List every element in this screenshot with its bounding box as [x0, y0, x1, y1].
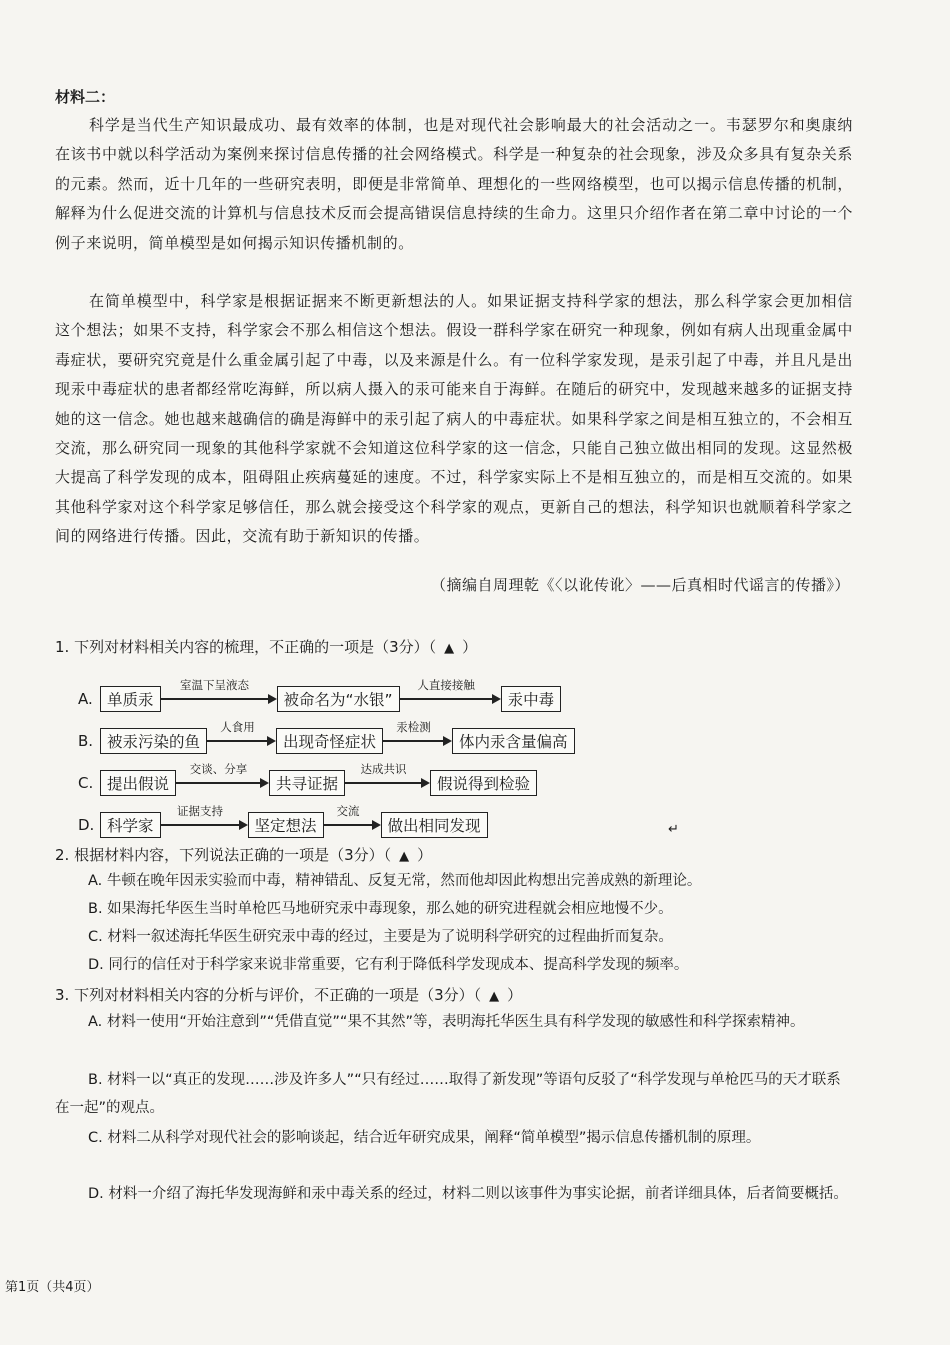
- option-letter: B.: [78, 732, 94, 750]
- flow-box: 被汞污染的鱼: [100, 728, 207, 754]
- flow-box: 单质汞: [100, 686, 161, 712]
- arrow-label: 达成共识: [360, 762, 407, 776]
- flow-arrow: [345, 762, 430, 788]
- flow-box: 体内汞含量偏高: [452, 728, 575, 754]
- flow-arrow: [161, 804, 248, 830]
- flow-box: 被命名为“水银”: [277, 686, 400, 712]
- flow-arrow: [324, 804, 381, 830]
- flow-box: 共寻证据: [269, 770, 345, 796]
- arrow-label: 证据支持: [177, 804, 224, 818]
- question-2-option-d: D. 同行的信任对于科学家来说非常重要，它有利于降低科学发现成本、提高科学发现的频率。: [88, 957, 689, 973]
- option-letter: A.: [78, 690, 93, 708]
- stem-close: ）: [507, 986, 523, 1004]
- answer-blank-triangle: ▲: [444, 641, 455, 656]
- arrow-label: 室温下呈液态: [180, 678, 250, 692]
- source-citation: （摘编自周理乾《〈以讹传讹〉——后真相时代谣言的传播》）: [430, 576, 850, 594]
- flow-arrow: [400, 678, 501, 704]
- question-3-stem: [55, 984, 522, 1005]
- flow-arrow: [207, 720, 276, 746]
- question-stem-text: 1. 下列对材料相关内容的梳理，不正确的一项是（3分）（: [55, 638, 437, 656]
- return-mark-icon: ↵: [668, 822, 679, 837]
- arrow-label: 汞检测: [396, 720, 431, 734]
- option-b-flow: [78, 720, 575, 754]
- answer-blank-triangle: ▲: [489, 989, 500, 1004]
- question-2-option-b: B. 如果海托华医生当时单枪匹马地研究汞中毒现象，那么她的研究进程就会相应地慢不少。: [88, 901, 673, 917]
- question-1-stem: [55, 636, 477, 657]
- flow-box: 坚定想法: [248, 812, 324, 838]
- arrow-label: 人食用: [220, 720, 255, 734]
- flow-box: 假说得到检验: [430, 770, 537, 796]
- option-letter: C.: [78, 774, 94, 792]
- flow-arrow: [176, 762, 269, 788]
- flow-box: 做出相同发现: [381, 812, 488, 838]
- question-3-option-c: C. 材料二从科学对现代社会的影响谈起，结合近年研究成果，阐释“简单模型”揭示信息传播机制的原理。: [88, 1130, 761, 1146]
- flow-arrow: [383, 720, 452, 746]
- flow-box: 提出假说: [100, 770, 176, 796]
- option-a-flow: [78, 678, 561, 712]
- stem-close: ）: [462, 638, 478, 656]
- flow-box: 汞中毒: [501, 686, 562, 712]
- question-2-stem: [55, 844, 432, 865]
- arrow-label: 交流: [336, 804, 360, 818]
- option-c-flow: [78, 762, 537, 796]
- flow-box: 出现奇怪症状: [276, 728, 383, 754]
- flow-box: 科学家: [100, 812, 161, 838]
- question-3-option-a: A. 材料一使用“开始注意到”“凭借直觉”“果不其然”等，表明海托华医生具有科学发现的敏感性和科学探索精神。: [88, 1014, 805, 1030]
- question-stem-text: 3. 下列对材料相关内容的分析与评价，不正确的一项是（3分）（: [55, 986, 482, 1004]
- question-stem-text: 2. 根据材料内容，下列说法正确的一项是（3分）（: [55, 846, 392, 864]
- question-3-option-d: D. 材料一介绍了海托华发现海鲜和汞中毒关系的经过，材料二则以该事件为事实论据，前者详细具体，后者简要概括。: [88, 1186, 848, 1202]
- flow-arrow: [161, 678, 277, 704]
- arrow-label: 交谈、分享: [189, 762, 248, 776]
- question-2-option-c: C. 材料一叙述海托华医生研究汞中毒的经过，主要是为了说明科学研究的过程曲折而复杂。: [88, 929, 673, 945]
- question-2-option-a: A. 牛顿在晚年因汞实验而中毒，精神错乱、反复无常，然而他却因此构想出完善成熟的新理论。: [88, 873, 702, 889]
- material2-paragraph-1: 科学是当代生产知识最成功、最有效率的体制，也是对现代社会影响最大的社会活动之一。韦瑟罗尔和奥康纳在该书中就以科学活动为案例来探讨信息传播的社会网络模式。科学是一种复杂的社会现象，涉及众多具有复杂关系的元素。然而，近十几年的一些研究表明，即便是非常简单、理想化的一些网络模型，也可以揭示信息传播的机制，解释为什么促进交流的计算机与信息技术反而会提高错误信息持续的生命力。这里只介绍作者在第二章中讨论的一个例子来说明，简单模型是如何揭示知识传播机制的。: [55, 116, 853, 252]
- answer-blank-triangle: ▲: [399, 849, 410, 864]
- option-letter: D.: [78, 816, 95, 834]
- page-footer: 第1页（共4页）: [5, 1280, 100, 1295]
- question-3-option-b: B. 材料一以“真正的发现……涉及许多人”“只有经过……取得了新发现”等语句反驳了“科学发现与单枪匹马的天才联系在一起”的观点。: [55, 1072, 841, 1116]
- stem-close: ）: [417, 846, 433, 864]
- material-heading: 材料二：: [55, 88, 116, 106]
- option-d-flow: [78, 804, 488, 838]
- arrow-label: 人直接接触: [417, 678, 475, 692]
- material2-paragraph-2: 在简单模型中，科学家是根据证据来不断更新想法的人。如果证据支持科学家的想法，那么科学家会更加相信这个想法；如果不支持，科学家会不那么相信这个想法。假设一群科学家在研究一种现象，例如有病人出现重金属中毒症状，要研究究竟是什么重金属引起了中毒，以及来源是什么。有一位科学家发现，是汞引起了中毒，并且凡是出现汞中毒症状的患者都经常吃海鲜，所以病人摄入的汞可能来自于海鲜。在随后的研究中，发现越来越多的证据支持她的这一信念。她也越来越确信的确是海鲜中的汞引起了病人的中毒症状。如果科学家之间是相互独立的，不会相互交流，那么研究同一现象的其他科学家就不会知道这位科学家的这一信念，只能自己独立做出相同的发现。这显然极大提高了科学发现的成本，阻碍阻止疾病蔓延的速度。不过，科学家实际上不是相互独立的，而是相互交流的。如果其他科学家对这个科学家足够信任，那么就会接受这个科学家的观点，更新自己的想法，科学知识也就顺着科学家之间的网络进行传播。因此，交流有助于新知识的传播。: [55, 292, 853, 546]
